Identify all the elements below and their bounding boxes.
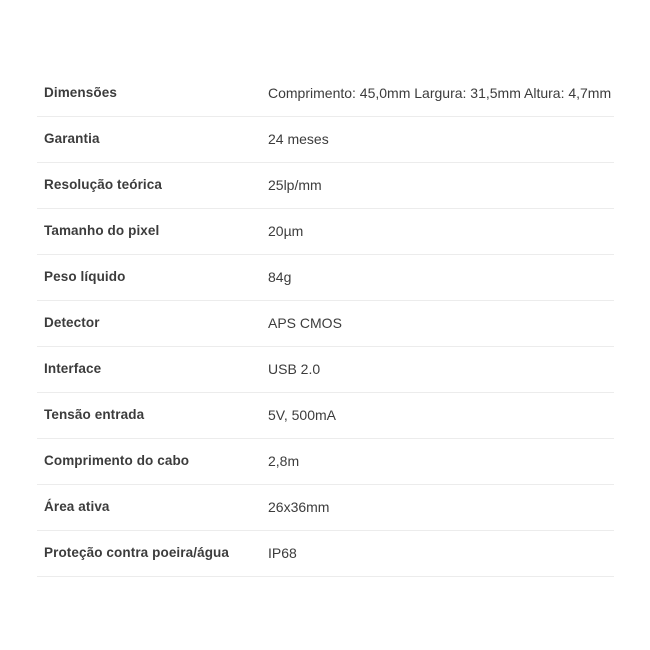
spec-value: USB 2.0 bbox=[268, 361, 321, 378]
spec-label: Proteção contra poeira/água bbox=[44, 545, 230, 561]
spec-label: Detector bbox=[44, 315, 100, 331]
spec-label: Tensão entrada bbox=[44, 407, 145, 423]
spec-value: IP68 bbox=[268, 545, 297, 562]
spec-value: APS CMOS bbox=[268, 315, 342, 332]
spec-row bbox=[37, 301, 614, 347]
spec-row bbox=[37, 393, 614, 439]
spec-value: 20µm bbox=[268, 223, 304, 240]
spec-row bbox=[37, 209, 614, 255]
spec-value: 25lp/mm bbox=[268, 177, 322, 194]
spec-row bbox=[37, 531, 614, 577]
spec-row bbox=[37, 255, 614, 301]
spec-value: 2,8m bbox=[268, 453, 300, 470]
spec-label: Tamanho do pixel bbox=[44, 223, 160, 239]
spec-row bbox=[37, 485, 614, 531]
spec-label: Resolução teórica bbox=[44, 177, 162, 193]
spec-label: Comprimento do cabo bbox=[44, 453, 190, 469]
spec-label: Peso líquido bbox=[44, 269, 126, 285]
spec-row bbox=[37, 347, 614, 393]
spec-row bbox=[37, 439, 614, 485]
spec-label: Dimensões bbox=[44, 85, 117, 101]
spec-value: 5V, 500mA bbox=[268, 407, 336, 424]
spec-value: 84g bbox=[268, 269, 292, 286]
spec-value: Comprimento: 45,0mm Largura: 31,5mm Altura: 4,7mm bbox=[268, 85, 612, 102]
spec-row bbox=[37, 163, 614, 209]
spec-row bbox=[37, 117, 614, 163]
spec-label: Área ativa bbox=[44, 499, 110, 515]
spec-value: 26x36mm bbox=[268, 499, 330, 516]
spec-label: Interface bbox=[44, 361, 102, 377]
spec-table bbox=[37, 71, 614, 577]
spec-value: 24 meses bbox=[268, 131, 329, 148]
spec-row bbox=[37, 71, 614, 117]
spec-label: Garantia bbox=[44, 131, 100, 147]
